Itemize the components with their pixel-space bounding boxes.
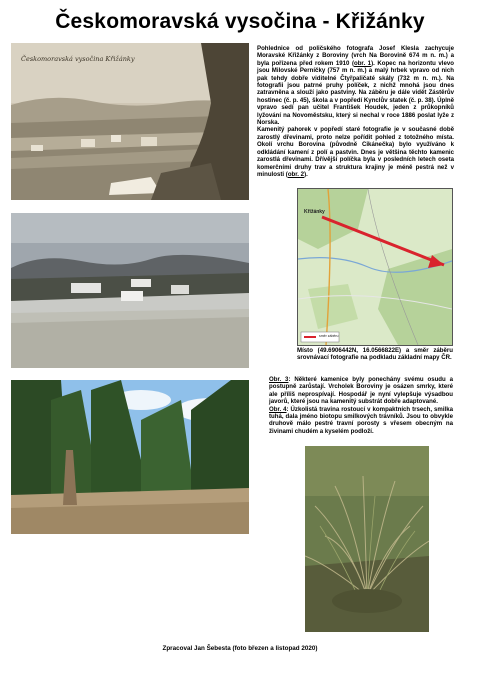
intro-text xyxy=(257,45,454,178)
obr3-label: Obr. 3 xyxy=(269,376,289,383)
historic-postcard-photo xyxy=(11,43,249,200)
obr3-text: Obr. 3: Některé kamenice byly ponechány svému osudu a postupně zarůstají. Vrcholek Boroviny je osázen smrky, které ale příliš neprospívají. Hospodář je nyní vylepšuje výsadbou javorů, které jsou na kamenitý substrát dobře adaptované. Obr. 4: Úzkolistá travina rostoucí v kompaktních trsech, smilka tuhá, dala jméno biotopu smilkových trávníků. Jsou to obvykle druhově málo pestré travní porosty s vřesem obecným na živinami chudém a kyselém podloží. xyxy=(269,376,453,435)
obr4-label: Obr. 4 xyxy=(269,405,287,413)
obr1-ref: obr. 1 xyxy=(353,59,372,67)
spruce-trees-photo xyxy=(11,380,249,534)
page-title: Českomoravská vysočina - Křižánky xyxy=(55,10,425,33)
map-place-label: Křižánky xyxy=(304,209,325,215)
intro-paragraph-1: Pohlednice od poličského fotografa Josef Klesla zachycuje Moravské Křižánky z Boroviny (vrch Na Borovině 674 m n. m.) a byla pořízena před rokem 1910 (obr. 1). Kopec na horizontu vlevo jsou Milovské Perníčky (757 m n. m.) a malý hrbek vpravo od nich pak tehdy dobře viditelné Čtyřpaličaté skály (732 m n. m.). Na fotografii jsou patrné pruhy políček, z nichž mnohá jsou dnes zatravněna a slouží jako pastviny. Na záběru je dále vidět Zástěrův hostinec (č. p. 45), škola a v popředí Kynclův statek (č. p. 38). Úplně vpravo sedí pan učitel František Houdek, jeden z průkopníků lyžování na Novoměstsku, který si nechal v roce 1886 poslat lyže z Norska. xyxy=(257,45,454,127)
comparison-photo xyxy=(11,213,249,368)
postcard-handwritten-caption: Českomoravská vysočina Křižánky xyxy=(21,55,135,63)
map-legend-label: směr záběru xyxy=(319,334,339,338)
obr2-ref: obr. 2 xyxy=(287,170,305,178)
footer-credit: Zpracoval Jan Šebesta (foto březen a listopad 2020) xyxy=(162,645,318,652)
map-caption: Místo (49.6906442N, 16.0566822E) a směr záběru srovnávací fotografie na podkladu základní mapy ČR. xyxy=(297,347,453,362)
intro-paragraph-2: Kamenitý pahorek v popředí staré fotografie je v současné době zarostlý dřevinami, proto nelze pořídit pohled z totožného místa. Okolí vrchu Borovina (původně Cikánečka) bylo využíváno k odkládání kamení z polí a pastvin. Dnes je většina těchto kamenic zarostlá dřevinami. Dřívější políčka byla v posledních letech oseta komerčními druhy trav a struktura krajiny je méně pestrá než v minulosti (obr. 2). xyxy=(257,126,454,178)
location-map xyxy=(297,188,453,346)
grass-tussock-photo xyxy=(305,446,429,632)
